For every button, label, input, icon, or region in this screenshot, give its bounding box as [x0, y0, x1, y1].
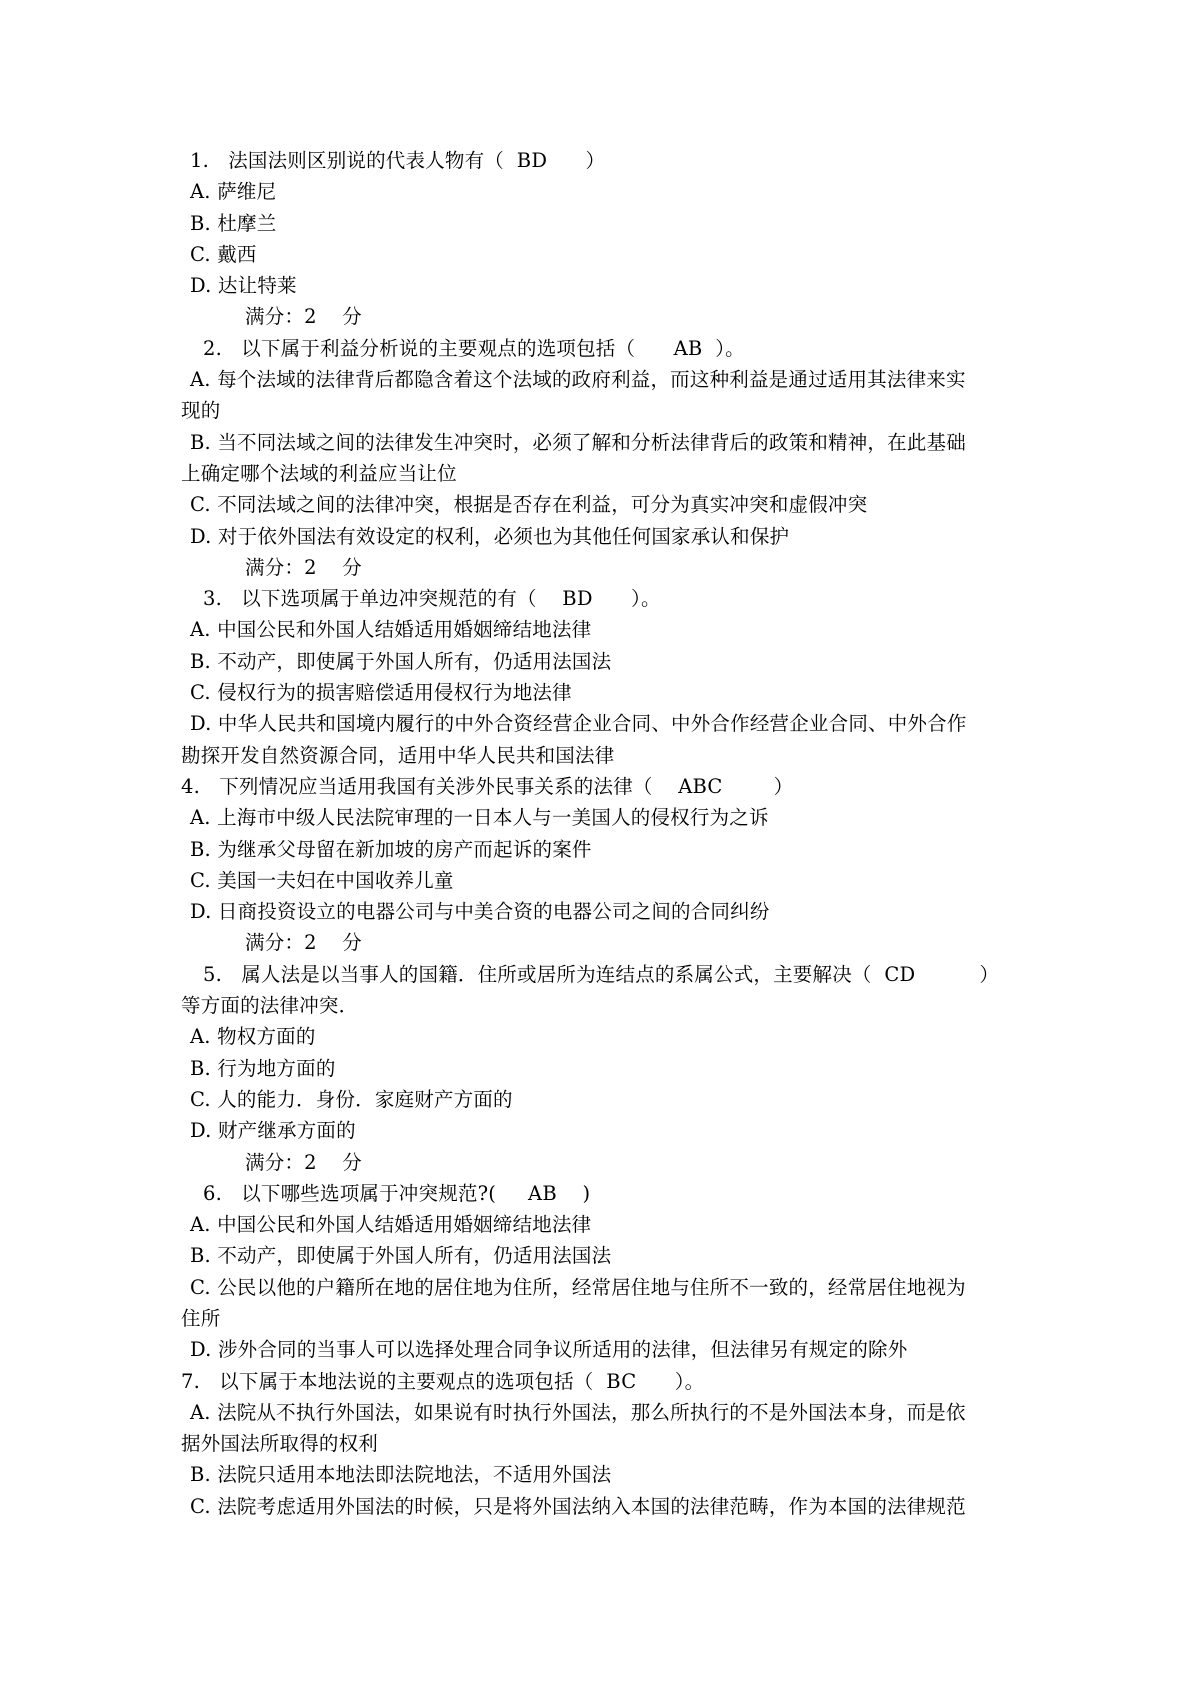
continuation-line: 住所 — [181, 1306, 221, 1330]
score-note: 满分：2 分 — [245, 1150, 363, 1174]
answer-option: B. 不动产，即使属于外国人所有，仍适用法国法 — [190, 1244, 612, 1268]
answer-option: B. 行为地方面的 — [190, 1056, 336, 1080]
question-list — [181, 145, 1021, 1522]
answer-option: D. 达让特莱 — [190, 274, 297, 298]
continuation-line: 现的 — [181, 399, 221, 423]
score-note: 满分：2 分 — [245, 555, 363, 579]
score-note: 满分：2 分 — [245, 305, 363, 329]
question-stem: 5. 属人法是以当事人的国籍．住所或居所为连结点的系属公式，主要解决（ CD ） — [203, 962, 1000, 986]
answer-option: C. 公民以他的户籍所在地的居住地为住所，经常居住地与住所不一致的，经常居住地视为 — [190, 1275, 966, 1299]
answer-option: A. 法院从不执行外国法，如果说有时执行外国法，那么所执行的不是外国法本身，而是依 — [190, 1400, 966, 1424]
question-stem: 3. 以下选项属于单边冲突规范的有（ BD ）。 — [203, 587, 661, 611]
answer-option: A. 上海市中级人民法院审理的一日本人与一美国人的侵权行为之诉 — [190, 806, 769, 830]
answer-option: C. 美国一夫妇在中国收养儿童 — [190, 868, 454, 892]
answer-option: D. 日商投资设立的电器公司与中美合资的电器公司之间的合同纠纷 — [190, 900, 770, 924]
question-stem: 4. 下列情况应当适用我国有关涉外民事关系的法律（ ABC ） — [181, 774, 794, 798]
answer-option: D. 涉外合同的当事人可以选择处理合同争议所适用的法律，但法律另有规定的除外 — [190, 1338, 908, 1362]
question-stem: 1. 法国法则区别说的代表人物有（ BD ） — [190, 149, 606, 172]
answer-option: B. 杜摩兰 — [190, 211, 277, 235]
answer-option: C. 法院考虑适用外国法的时候，只是将外国法纳入本国的法律范畴，作为本国的法律规范 — [190, 1494, 966, 1518]
continuation-line: 据外国法所取得的权利 — [181, 1432, 379, 1456]
answer-option: C. 人的能力．身份．家庭财产方面的 — [190, 1087, 513, 1111]
score-note: 满分：2 分 — [245, 931, 363, 955]
answer-option: D. 对于依外国法有效设定的权利，必须也为其他任何国家承认和保护 — [190, 524, 790, 548]
answer-option: B. 不动产，即使属于外国人所有，仍适用法国法 — [190, 649, 612, 673]
answer-option: A. 每个法域的法律背后都隐含着这个法域的政府利益，而这种利益是通过适用其法律来实 — [190, 368, 966, 392]
answer-option: A. 萨维尼 — [190, 180, 277, 204]
answer-option: A. 中国公民和外国人结婚适用婚姻缔结地法律 — [190, 1213, 592, 1237]
answer-option: D. 中华人民共和国境内履行的中外合资经营企业合同、中外合作经营企业合同、中外合作 — [190, 712, 967, 736]
answer-option: B. 为继承父母留在新加坡的房产而起诉的案件 — [190, 837, 592, 861]
question-stem: 6. 以下哪些选项属于冲突规范?( AB ) — [203, 1181, 591, 1205]
answer-option: D. 财产继承方面的 — [190, 1119, 356, 1143]
answer-option: B. 法院只适用本地法即法院地法，不适用外国法 — [190, 1463, 612, 1487]
answer-option: B. 当不同法域之间的法律发生冲突时，必须了解和分析法律背后的政策和精神，在此基础 — [190, 430, 966, 454]
answer-option: C. 戴西 — [190, 242, 257, 266]
question-stem: 7. 以下属于本地法说的主要观点的选项包括（ BC ）。 — [181, 1369, 705, 1393]
answer-option: A. 物权方面的 — [190, 1025, 316, 1049]
continuation-line: 勘探开发自然资源合同，适用中华人民共和国法律 — [181, 743, 615, 767]
answer-option: C. 不同法域之间的法律冲突，根据是否存在利益，可分为真实冲突和虚假冲突 — [190, 493, 868, 517]
continuation-line: 上确定哪个法域的利益应当让位 — [181, 461, 457, 485]
answer-option: C. 侵权行为的损害赔偿适用侵权行为地法律 — [190, 681, 572, 705]
question-stem: 2. 以下属于利益分析说的主要观点的选项包括（ AB ）。 — [203, 336, 745, 360]
continuation-line: 等方面的法律冲突． — [181, 994, 359, 1018]
answer-option: A. 中国公民和外国人结婚适用婚姻缔结地法律 — [190, 618, 592, 642]
